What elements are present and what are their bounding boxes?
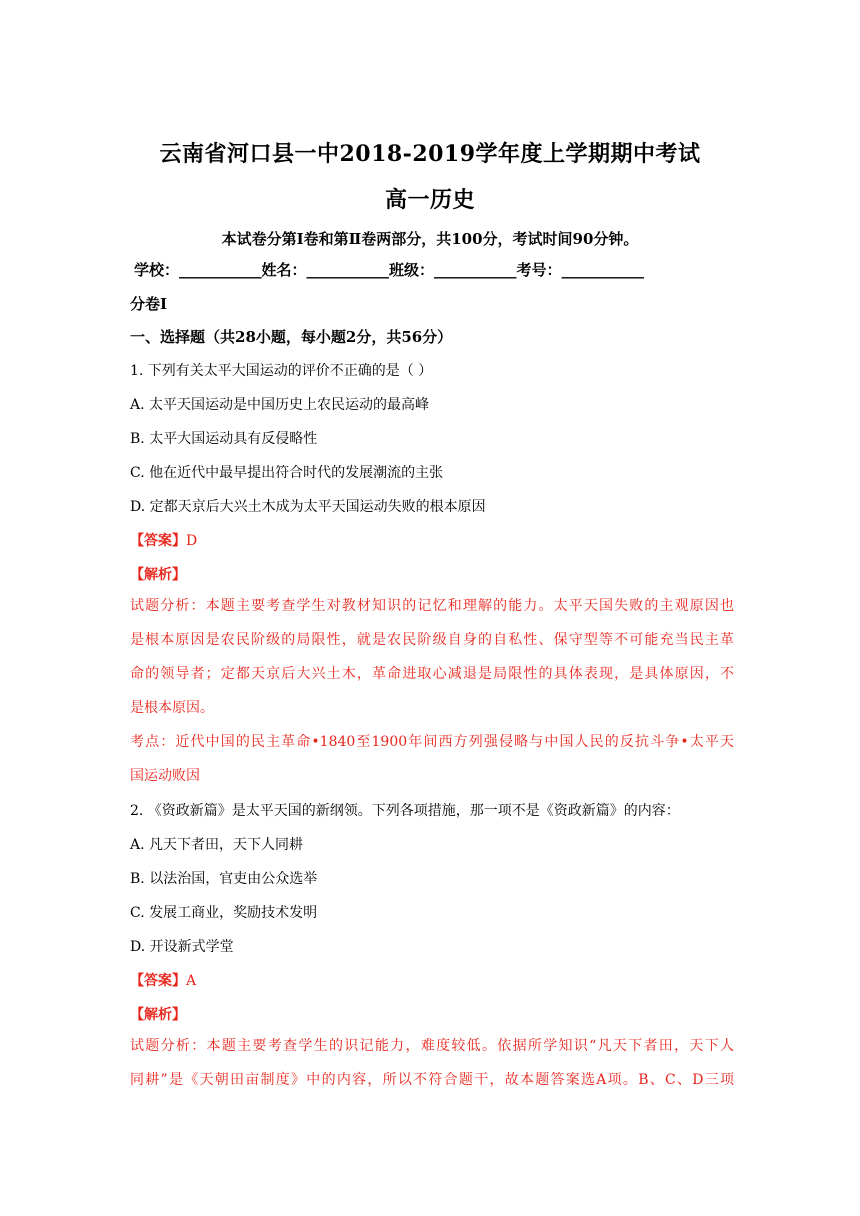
q1-option-a: A. 太平天国运动是中国历史上农民运动的最高峰 bbox=[130, 397, 430, 413]
q2-answer-label: 【答案】 bbox=[130, 973, 186, 989]
q1-option-c: C. 他在近代中最早提出符合时代的发展潮流的主张 bbox=[130, 465, 444, 481]
part-label: 分卷I bbox=[130, 295, 168, 313]
q1-stem: 1. 下列有关太平大国运动的评价不正确的是（ ） bbox=[130, 363, 433, 379]
q2-answer-value: A bbox=[186, 973, 197, 989]
exam-title: 云南省河口县一中2018-2019学年度上学期期中考试 bbox=[159, 141, 701, 167]
q2-option-c: C. 发展工商业，奖励技术发明 bbox=[130, 905, 318, 921]
section-heading: 一、选择题（共28小题，每小题2分，共56分） bbox=[130, 328, 453, 346]
q1-analysis-text: 试题分析：本题主要考查学生对教材知识的记忆和理解的能力。太平天国失败的主观原因也 是根本原因是农民阶级的局限性，就是农民阶级自身的自私性、保守型等不可能充当民主革 命的领导者；定都天京后大兴土木，革命进取心减退是局限性的具体表现，是具体原因，不 是根本原因。 bbox=[130, 598, 734, 716]
q1-answer-label: 【答案】 bbox=[130, 533, 186, 549]
exam-subject: 高一历史 bbox=[384, 187, 475, 213]
q2-analysis-text: 试题分析：本题主要考查学生的识记能力，难度较低。依据所学知识“凡天下者田，天下人 同耕”是《天朝田亩制度》中的内容，所以不符合题干，故本题答案选A项。B、C、D三项 bbox=[130, 1038, 734, 1088]
q1-option-b: B. 太平大国运动具有反侵略性 bbox=[130, 431, 318, 447]
q2-option-a: A. 凡天下者田，天下人同耕 bbox=[130, 837, 304, 853]
q2-answer bbox=[130, 970, 196, 990]
q1-answer bbox=[130, 530, 197, 550]
exam-intro: 本试卷分第Ⅰ卷和第Ⅱ卷两部分，共100分，考试时间90分钟。 bbox=[221, 230, 639, 248]
q2-option-d: D. 开设新式学堂 bbox=[130, 939, 234, 955]
q2-analysis-heading: 【解析】 bbox=[130, 1007, 186, 1023]
q1-option-d: D. 定都天京后大兴土木成为太平天国运动失败的根本原因 bbox=[130, 499, 486, 515]
q1-answer-value: D bbox=[186, 533, 198, 549]
q2-stem: 2. 《资政新篇》是太平天国的新纲领。下列各项措施，那一项不是《资政新篇》的内容： bbox=[130, 803, 680, 819]
q2-option-b: B. 以法治国，官吏由公众选举 bbox=[130, 871, 318, 887]
q1-knowledge-points: 考点：近代中国的民主革命•1840至1900年间西方列强侵略与中国人民的反抗斗争•太平天 国运动败因 bbox=[130, 734, 734, 784]
student-info-fields: 学校：___________姓名：___________班级：___________考号：___________ bbox=[134, 261, 645, 279]
q1-analysis-heading: 【解析】 bbox=[130, 567, 186, 583]
